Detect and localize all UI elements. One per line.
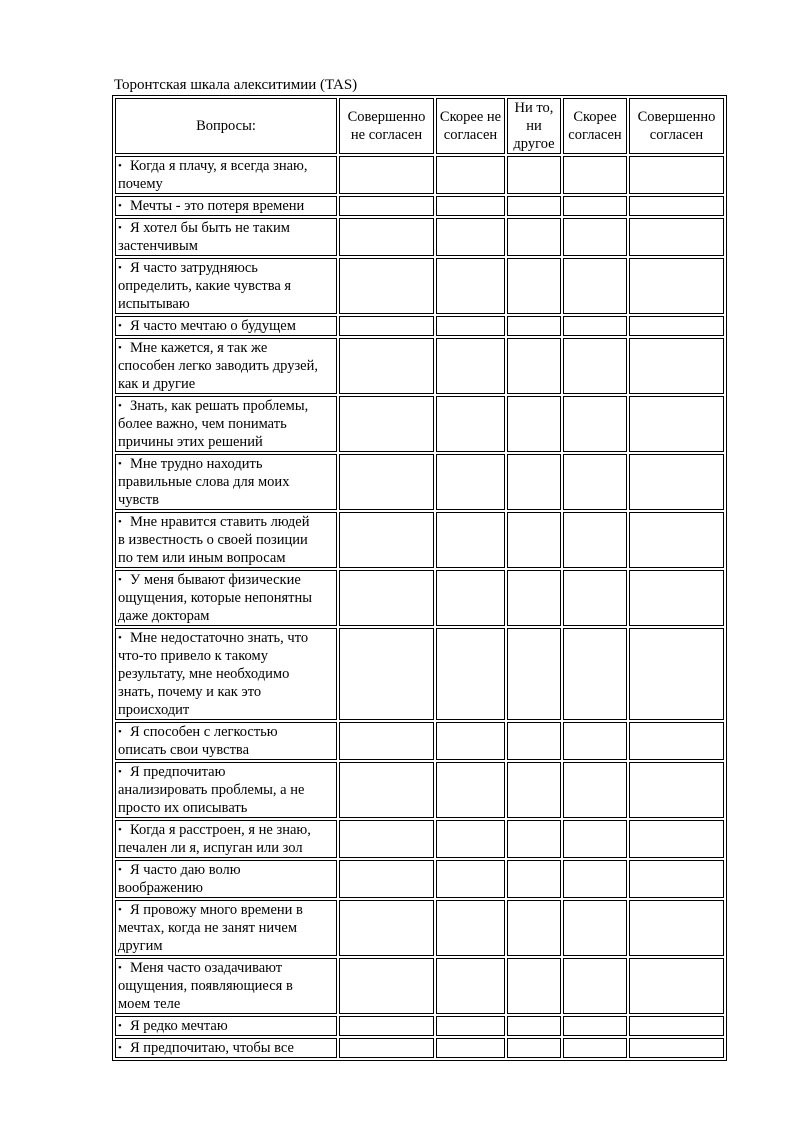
option-header-line: Скорее — [573, 109, 617, 125]
answer-cell-option-3[interactable] — [507, 860, 561, 898]
question-text-line: Мне недостаточно знать, что — [130, 630, 309, 646]
question-text-line: Я часто затрудняюсь — [130, 260, 258, 276]
answer-cell-option-5[interactable] — [629, 218, 724, 256]
answer-cell-option-4[interactable] — [563, 628, 627, 720]
answer-cell-option-5[interactable] — [629, 958, 724, 1014]
answer-cell-option-4[interactable] — [563, 762, 627, 818]
answer-cell-option-5[interactable] — [629, 196, 724, 216]
answer-cell-option-1[interactable] — [339, 820, 434, 858]
answer-cell-option-2[interactable] — [436, 722, 505, 760]
question-text-line: Меня часто озадачивают — [130, 960, 283, 976]
question-text-line: Мне нравится ставить людей — [130, 514, 310, 530]
answer-cell-option-5[interactable] — [629, 156, 724, 194]
answer-cell-option-4[interactable] — [563, 396, 627, 452]
answer-cell-option-1[interactable] — [339, 396, 434, 452]
answer-cell-option-1[interactable] — [339, 338, 434, 394]
question-text-line: причины этих решений — [118, 434, 263, 450]
question-row — [115, 820, 724, 858]
question-cell — [115, 570, 337, 626]
option-header-line: Скорее не — [439, 109, 502, 125]
question-row — [115, 258, 724, 314]
question-row — [115, 860, 724, 898]
bullet-icon: • — [118, 320, 122, 332]
bullet-icon: • — [118, 222, 122, 234]
question-row — [115, 1016, 724, 1036]
answer-cell-option-4[interactable] — [563, 570, 627, 626]
tas-questionnaire-table — [112, 95, 727, 1061]
option-header-line: согласен — [649, 127, 704, 143]
header-row — [115, 98, 724, 154]
bullet-icon: • — [118, 200, 122, 212]
answer-cell-option-4[interactable] — [563, 1016, 627, 1036]
question-text-line: мечтах, когда не занят ничем — [118, 920, 298, 936]
answer-cell-option-2[interactable] — [436, 156, 505, 194]
question-text-line: Я способен с легкостью — [130, 724, 278, 740]
answer-cell-option-3[interactable] — [507, 338, 561, 394]
question-cell — [115, 196, 337, 216]
answer-cell-option-3[interactable] — [507, 316, 561, 336]
answer-cell-option-1[interactable] — [339, 900, 434, 956]
bullet-icon: • — [118, 400, 122, 412]
question-text-line: Когда я плачу, я всегда знаю, — [130, 158, 308, 174]
answer-cell-option-5[interactable] — [629, 722, 724, 760]
answer-cell-option-2[interactable] — [436, 338, 505, 394]
document-title: Торонтская шкала алекситимии (TAS) — [114, 77, 358, 93]
answer-cell-option-2[interactable] — [436, 900, 505, 956]
question-text-line: Я предпочитаю, чтобы все — [130, 1040, 294, 1056]
bullet-icon: • — [118, 766, 122, 778]
questions-body — [115, 156, 724, 1058]
question-text-line: Я предпочитаю — [130, 764, 226, 780]
question-text-line: Мне кажется, я так же — [130, 340, 268, 356]
option-header-line: согласен — [568, 127, 622, 143]
answer-cell-option-5[interactable] — [629, 454, 724, 510]
answer-cell-option-5[interactable] — [629, 900, 724, 956]
answer-cell-option-4[interactable] — [563, 218, 627, 256]
answer-cell-option-5[interactable] — [629, 628, 724, 720]
answer-cell-option-2[interactable] — [436, 454, 505, 510]
question-text-line: способен легко заводить друзей, — [118, 358, 318, 374]
bullet-icon: • — [118, 824, 122, 836]
answer-cell-option-4[interactable] — [563, 1038, 627, 1058]
answer-cell-option-1[interactable] — [339, 454, 434, 510]
question-text-line: знать, почему и как это — [118, 684, 262, 700]
answer-cell-option-5[interactable] — [629, 316, 724, 336]
answer-cell-option-2[interactable] — [436, 1038, 505, 1058]
answer-cell-option-5[interactable] — [629, 338, 724, 394]
question-text-line: определить, какие чувства я — [118, 278, 292, 294]
answer-cell-option-3[interactable] — [507, 1016, 561, 1036]
answer-cell-option-2[interactable] — [436, 958, 505, 1014]
question-cell — [115, 628, 337, 720]
option-header-line: согласен — [443, 127, 498, 143]
question-text-line: ощущения, которые непонятны — [118, 590, 312, 606]
question-text-line: Я часто мечтаю о будущем — [130, 318, 296, 334]
question-text-line: застенчивым — [118, 238, 198, 254]
question-row — [115, 454, 724, 510]
question-cell — [115, 860, 337, 898]
question-cell — [115, 820, 337, 858]
question-text-line: Когда я расстроен, я не знаю, — [130, 822, 311, 838]
question-cell — [115, 762, 337, 818]
answer-cell-option-3[interactable] — [507, 820, 561, 858]
question-text-line: более важно, чем понимать — [118, 416, 287, 432]
answer-cell-option-1[interactable] — [339, 196, 434, 216]
bullet-icon: • — [118, 864, 122, 876]
option-header-line: Ни то, — [514, 100, 554, 116]
answer-cell-option-4[interactable] — [563, 722, 627, 760]
answer-cell-option-2[interactable] — [436, 396, 505, 452]
answer-cell-option-5[interactable] — [629, 512, 724, 568]
answer-cell-option-4[interactable] — [563, 258, 627, 314]
option-header-line: Совершенно — [347, 109, 426, 125]
question-text-line: Я провожу много времени в — [130, 902, 303, 918]
answer-cell-option-2[interactable] — [436, 820, 505, 858]
question-row — [115, 218, 724, 256]
answer-cell-option-4[interactable] — [563, 454, 627, 510]
answer-cell-option-1[interactable] — [339, 958, 434, 1014]
answer-cell-option-4[interactable] — [563, 900, 627, 956]
question-row — [115, 156, 724, 194]
option-header-line: другое — [513, 136, 555, 152]
question-text-line: Мечты - это потеря времени — [130, 198, 305, 214]
question-row — [115, 722, 724, 760]
question-text-line: У меня бывают физические — [130, 572, 301, 588]
question-row — [115, 1038, 724, 1058]
question-row — [115, 512, 724, 568]
answer-cell-option-1[interactable] — [339, 1038, 434, 1058]
question-text-line: даже докторам — [118, 608, 210, 624]
answer-cell-option-3[interactable] — [507, 512, 561, 568]
answer-cell-option-2[interactable] — [436, 628, 505, 720]
question-text-line: анализировать проблемы, а не — [118, 782, 305, 798]
answer-cell-option-4[interactable] — [563, 156, 627, 194]
answer-cell-option-3[interactable] — [507, 628, 561, 720]
question-cell — [115, 958, 337, 1014]
answer-cell-option-2[interactable] — [436, 196, 505, 216]
question-text-line: чувств — [118, 492, 159, 508]
option-header-2 — [436, 98, 505, 154]
question-cell — [115, 258, 337, 314]
answer-cell-option-3[interactable] — [507, 454, 561, 510]
answer-cell-option-1[interactable] — [339, 722, 434, 760]
question-text-line: воображению — [118, 880, 203, 896]
answer-cell-option-4[interactable] — [563, 860, 627, 898]
question-cell — [115, 1038, 337, 1058]
answer-cell-option-2[interactable] — [436, 258, 505, 314]
answer-cell-option-4[interactable] — [563, 512, 627, 568]
answer-cell-option-3[interactable] — [507, 570, 561, 626]
question-text-line: что-то привело к такому — [118, 648, 268, 664]
option-header-line: не согласен — [350, 127, 423, 143]
question-row — [115, 316, 724, 336]
answer-cell-option-5[interactable] — [629, 396, 724, 452]
question-cell — [115, 338, 337, 394]
answer-cell-option-2[interactable] — [436, 860, 505, 898]
question-cell — [115, 396, 337, 452]
question-text-line: моем теле — [118, 996, 181, 1012]
answer-cell-option-5[interactable] — [629, 1038, 724, 1058]
question-row — [115, 628, 724, 720]
bullet-icon: • — [118, 458, 122, 470]
question-cell — [115, 1016, 337, 1036]
answer-cell-option-1[interactable] — [339, 512, 434, 568]
answer-cell-option-2[interactable] — [436, 762, 505, 818]
answer-cell-option-2[interactable] — [436, 512, 505, 568]
answer-cell-option-3[interactable] — [507, 396, 561, 452]
answer-cell-option-4[interactable] — [563, 316, 627, 336]
answer-cell-option-3[interactable] — [507, 156, 561, 194]
question-text-line: просто их описывать — [118, 800, 248, 816]
bullet-icon: • — [118, 632, 122, 644]
question-text-line: правильные слова для моих — [118, 474, 290, 490]
question-cell — [115, 156, 337, 194]
answer-cell-option-4[interactable] — [563, 196, 627, 216]
question-row — [115, 762, 724, 818]
question-row — [115, 958, 724, 1014]
bullet-icon: • — [118, 574, 122, 586]
bullet-icon: • — [118, 1020, 122, 1032]
questions-header: Вопросы: — [115, 98, 337, 154]
answer-cell-option-1[interactable] — [339, 156, 434, 194]
answer-cell-option-3[interactable] — [507, 218, 561, 256]
question-text-line: Я часто даю волю — [130, 862, 241, 878]
question-text-line: по тем или иным вопросам — [118, 550, 286, 566]
question-row — [115, 900, 724, 956]
answer-cell-option-5[interactable] — [629, 1016, 724, 1036]
question-text-line: в известность о своей позиции — [118, 532, 308, 548]
bullet-icon: • — [118, 1042, 122, 1054]
answer-cell-option-4[interactable] — [563, 958, 627, 1014]
question-row — [115, 196, 724, 216]
question-text-line: испытываю — [118, 296, 190, 312]
answer-cell-option-1[interactable] — [339, 218, 434, 256]
option-header-3 — [507, 98, 561, 154]
question-text-line: ощущения, появляющиеся в — [118, 978, 293, 994]
question-cell — [115, 900, 337, 956]
question-text-line: Я хотел бы быть не таким — [130, 220, 290, 236]
question-row — [115, 570, 724, 626]
answer-cell-option-3[interactable] — [507, 958, 561, 1014]
answer-cell-option-3[interactable] — [507, 762, 561, 818]
question-text-line: почему — [118, 176, 163, 192]
question-cell — [115, 512, 337, 568]
question-text-line: Знать, как решать проблемы, — [130, 398, 309, 414]
answer-cell-option-3[interactable] — [507, 900, 561, 956]
bullet-icon: • — [118, 160, 122, 172]
answer-cell-option-2[interactable] — [436, 1016, 505, 1036]
bullet-icon: • — [118, 962, 122, 974]
bullet-icon: • — [118, 342, 122, 354]
answer-cell-option-3[interactable] — [507, 258, 561, 314]
answer-cell-option-3[interactable] — [507, 722, 561, 760]
answer-cell-option-4[interactable] — [563, 820, 627, 858]
question-row — [115, 396, 724, 452]
answer-cell-option-4[interactable] — [563, 338, 627, 394]
answer-cell-option-1[interactable] — [339, 762, 434, 818]
option-header-line: Совершенно — [637, 109, 716, 125]
question-cell — [115, 454, 337, 510]
option-header-1 — [339, 98, 434, 154]
answer-cell-option-1[interactable] — [339, 316, 434, 336]
question-text-line: печален ли я, испуган или зол — [118, 840, 303, 856]
question-cell — [115, 218, 337, 256]
option-header-4 — [563, 98, 627, 154]
question-text-line: как и другие — [118, 376, 196, 392]
answer-cell-option-1[interactable] — [339, 860, 434, 898]
question-text-line: другим — [118, 938, 163, 954]
question-text-line: Я редко мечтаю — [130, 1018, 228, 1034]
answer-cell-option-2[interactable] — [436, 316, 505, 336]
option-header-line: ни — [526, 118, 542, 134]
answer-cell-option-5[interactable] — [629, 258, 724, 314]
option-header-5 — [629, 98, 724, 154]
answer-cell-option-1[interactable] — [339, 258, 434, 314]
question-text-line: результату, мне необходимо — [118, 666, 290, 682]
answer-cell-option-2[interactable] — [436, 218, 505, 256]
question-cell — [115, 722, 337, 760]
answer-cell-option-1[interactable] — [339, 628, 434, 720]
bullet-icon: • — [118, 904, 122, 916]
answer-cell-option-1[interactable] — [339, 1016, 434, 1036]
answer-cell-option-5[interactable] — [629, 860, 724, 898]
question-cell — [115, 316, 337, 336]
question-text-line: описать свои чувства — [118, 742, 250, 758]
answer-cell-option-5[interactable] — [629, 820, 724, 858]
bullet-icon: • — [118, 726, 122, 738]
question-row — [115, 338, 724, 394]
bullet-icon: • — [118, 516, 122, 528]
answer-cell-option-3[interactable] — [507, 1038, 561, 1058]
answer-cell-option-2[interactable] — [436, 570, 505, 626]
bullet-icon: • — [118, 262, 122, 274]
answer-cell-option-1[interactable] — [339, 570, 434, 626]
question-text-line: происходит — [118, 702, 190, 718]
answer-cell-option-5[interactable] — [629, 762, 724, 818]
answer-cell-option-5[interactable] — [629, 570, 724, 626]
question-text-line: Мне трудно находить — [130, 456, 263, 472]
answer-cell-option-3[interactable] — [507, 196, 561, 216]
